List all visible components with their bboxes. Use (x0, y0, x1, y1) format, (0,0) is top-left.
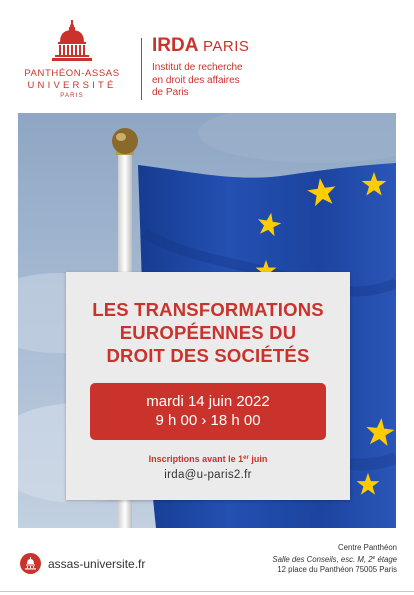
pantheon-dome-icon (51, 20, 93, 64)
event-title-line: LES TRANSFORMATIONS (92, 299, 324, 320)
irda-description (152, 62, 392, 100)
irda-block (152, 36, 392, 100)
registration-deadline-sup: er (243, 455, 249, 461)
pantheon-assas-logo (14, 20, 130, 104)
event-title-line: DROIT DES SOCIÉTÉS (106, 345, 310, 366)
footer-website[interactable] (20, 553, 145, 574)
pantheon-badge-icon (20, 553, 41, 574)
address-line1: Centre Panthéon (338, 543, 397, 552)
university-name-line3: PARIS (60, 93, 84, 99)
registration-deadline-text: Inscriptions avant le 1 (148, 454, 244, 464)
irda-description-line: en droit des affaires (152, 74, 240, 86)
irda-description-line: Institut de recherche (152, 62, 243, 73)
irda-title (152, 36, 392, 57)
event-date-box (90, 383, 326, 440)
registration-deadline-suffix: juin (248, 454, 268, 464)
footer-divider (0, 591, 414, 592)
irda-city: PARIS (203, 38, 250, 55)
event-time: 9 h 00 › 18 h 00 (155, 412, 261, 429)
address-line2 (272, 553, 397, 565)
address-line2-suffix: étage (375, 555, 397, 564)
website-url[interactable]: assas-universite.fr (48, 556, 146, 571)
event-title (66, 298, 350, 367)
address-line2-sup: e (372, 555, 376, 561)
irda-acronym: IRDA (152, 35, 198, 56)
registration-email-link[interactable]: irda@u-paris2.fr (164, 469, 252, 481)
event-title-line: EUROPÉENNES DU (119, 322, 297, 343)
event-date: mardi 14 juin 2022 (146, 393, 270, 410)
registration-deadline (66, 454, 350, 464)
address-line2-text: Salle des Conseils, esc. M, 2 (272, 555, 373, 564)
footer-address (272, 543, 397, 575)
university-name-line1: PANTHÉON-ASSAS (24, 68, 120, 79)
address-line3: 12 place du Panthéon 75005 Paris (277, 565, 397, 574)
event-card (66, 272, 350, 500)
irda-description-line: de Paris (152, 87, 189, 98)
university-name-line2: UNIVERSITÉ (27, 80, 117, 91)
header-divider (141, 38, 142, 100)
header (0, 0, 414, 108)
